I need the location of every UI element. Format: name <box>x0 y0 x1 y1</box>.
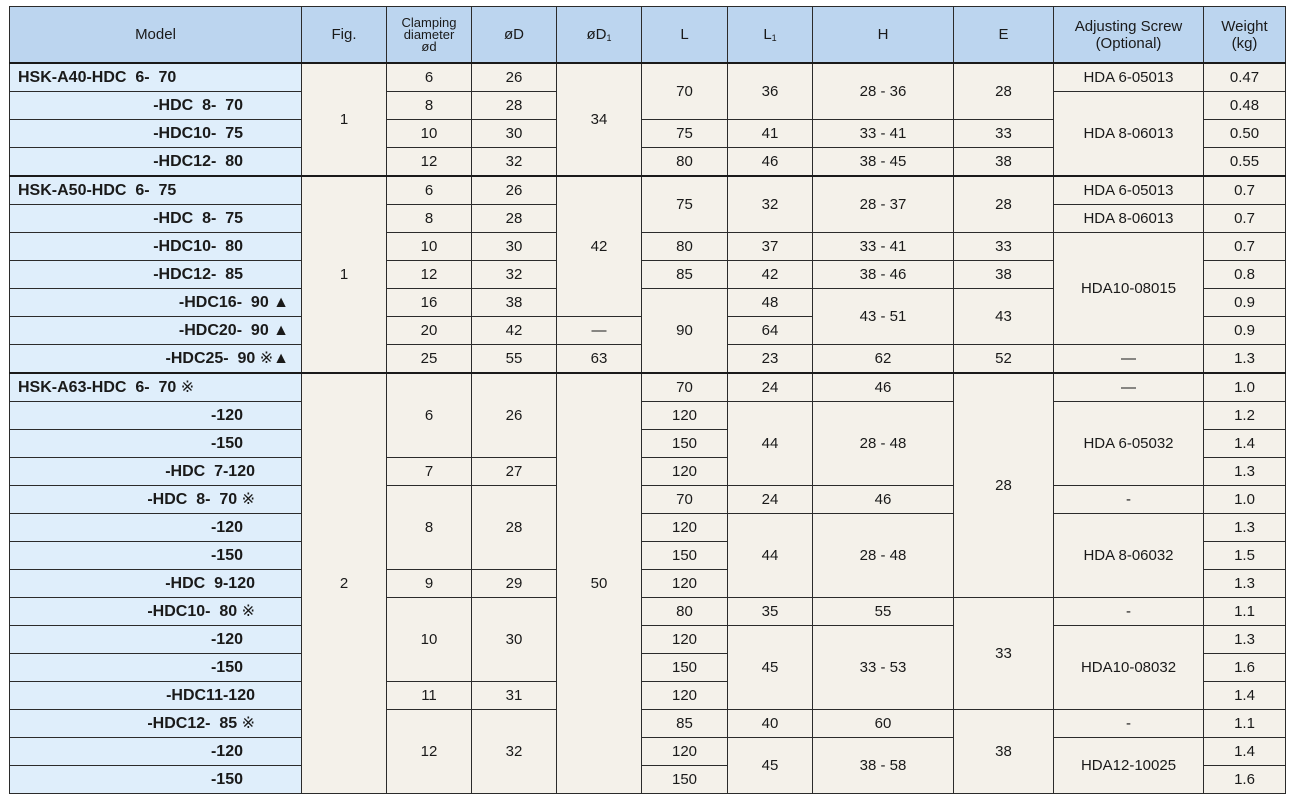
clamp-diameter-cell: 10 <box>387 233 472 261</box>
model-mark: ※ <box>241 602 255 620</box>
model-cell: -HDC10- 75 <box>10 120 302 148</box>
l-cell: 70 <box>642 486 728 514</box>
header-clamp-line1: Clamping <box>401 14 457 30</box>
h-cell: 33 - 53 <box>813 626 954 710</box>
header-e: E <box>954 7 1054 64</box>
l1-cell: 36 <box>728 63 813 120</box>
clamp-diameter-cell: 6 <box>387 373 472 458</box>
l1-cell: 44 <box>728 402 813 486</box>
od1-cell: 42 <box>557 176 642 317</box>
model-text: -HDC16- 90 <box>178 293 274 311</box>
h-cell: 55 <box>813 598 954 626</box>
model-cell: -120 <box>10 626 302 654</box>
table-row <box>10 63 1286 92</box>
screw-cell: HDA 8-06032 <box>1054 514 1204 598</box>
model-cell: -HDC11-120 <box>10 682 302 710</box>
model-cell <box>10 317 302 345</box>
screw-cell: HDA 8-06013 <box>1054 205 1204 233</box>
od-cell: 29 <box>472 570 557 598</box>
weight-cell: 1.3 <box>1204 570 1286 598</box>
fig-cell: 1 <box>302 63 387 176</box>
model-cell: -HDC12- 80 <box>10 148 302 177</box>
l-cell: 120 <box>642 626 728 654</box>
screw-cell: HDA12-10025 <box>1054 738 1204 794</box>
model-cell: -150 <box>10 766 302 794</box>
model-mark: ※ <box>241 490 255 508</box>
clamp-diameter-cell: 7 <box>387 458 472 486</box>
model-mark: ※▲ <box>259 349 289 367</box>
model-cell: -HDC 7-120 <box>10 458 302 486</box>
header-weight-line1: Weight <box>1221 17 1268 35</box>
l-cell: 80 <box>642 148 728 177</box>
od1-cell: 63 <box>557 345 642 374</box>
od-cell: 28 <box>472 486 557 570</box>
od-cell: 32 <box>472 261 557 289</box>
screw-cell: HDA10-08015 <box>1054 233 1204 345</box>
l1-cell: 32 <box>728 176 813 233</box>
h-cell: 60 <box>813 710 954 738</box>
model-cell: -120 <box>10 738 302 766</box>
e-cell: 38 <box>954 148 1054 177</box>
header-weight-line2: (kg) <box>1231 34 1258 52</box>
header-od1 <box>557 7 642 64</box>
screw-cell: - <box>1054 598 1204 626</box>
weight-cell: 1.0 <box>1204 486 1286 514</box>
header-fig: Fig. <box>302 7 387 64</box>
clamp-diameter-cell: 20 <box>387 317 472 345</box>
l-cell: 120 <box>642 738 728 766</box>
header-od1-sub: 1 <box>606 33 612 43</box>
h-cell: 46 <box>813 373 954 402</box>
clamp-diameter-cell: 25 <box>387 345 472 374</box>
clamp-diameter-cell: 8 <box>387 92 472 120</box>
weight-cell: 1.3 <box>1204 626 1286 654</box>
model-text: -HDC20- 90 <box>178 321 274 339</box>
weight-cell: 1.3 <box>1204 345 1286 374</box>
clamp-diameter-cell: 8 <box>387 205 472 233</box>
table-row <box>10 514 1286 542</box>
weight-cell: 1.4 <box>1204 738 1286 766</box>
screw-cell: — <box>1054 373 1204 402</box>
model-cell <box>10 598 302 626</box>
model-text: -HDC12- 85 <box>147 714 242 732</box>
e-cell: 33 <box>954 233 1054 261</box>
table-header <box>10 7 1286 64</box>
l-cell: 80 <box>642 598 728 626</box>
model-cell <box>10 289 302 317</box>
clamp-diameter-cell: 11 <box>387 682 472 710</box>
h-cell: 38 - 46 <box>813 261 954 289</box>
h-cell: 28 - 48 <box>813 402 954 486</box>
l1-cell: 37 <box>728 233 813 261</box>
e-cell: 28 <box>954 176 1054 233</box>
header-weight <box>1204 7 1286 64</box>
model-cell <box>10 373 302 402</box>
weight-cell: 0.7 <box>1204 205 1286 233</box>
screw-cell: - <box>1054 710 1204 738</box>
model-cell: -HDC12- 85 <box>10 261 302 289</box>
model-cell: -120 <box>10 514 302 542</box>
clamp-diameter-cell: 12 <box>387 710 472 794</box>
model-cell: -HDC 9-120 <box>10 570 302 598</box>
header-l: L <box>642 7 728 64</box>
weight-cell: 1.1 <box>1204 710 1286 738</box>
fig-cell: 2 <box>302 373 387 794</box>
weight-cell: 1.6 <box>1204 766 1286 794</box>
l-cell: 70 <box>642 373 728 402</box>
od-cell: 30 <box>472 120 557 148</box>
e-cell: 43 <box>954 289 1054 345</box>
h-cell: 46 <box>813 486 954 514</box>
model-mark: ※ <box>180 378 195 396</box>
h-cell: 33 - 41 <box>813 233 954 261</box>
od-cell: 55 <box>472 345 557 374</box>
screw-cell: HDA 6-05013 <box>1054 176 1204 205</box>
od-cell: 26 <box>472 373 557 458</box>
header-od: øD <box>472 7 557 64</box>
e-cell: 33 <box>954 120 1054 148</box>
screw-cell: HDA 6-05013 <box>1054 63 1204 92</box>
weight-cell: 0.7 <box>1204 233 1286 261</box>
e-cell: 33 <box>954 598 1054 710</box>
l1-cell: 46 <box>728 148 813 177</box>
l-cell: 120 <box>642 682 728 710</box>
spec-table-wrapper <box>9 6 1286 794</box>
model-mark: ▲ <box>273 293 289 311</box>
clamp-diameter-cell: 12 <box>387 261 472 289</box>
l1-cell: 40 <box>728 710 813 738</box>
od-cell: 26 <box>472 63 557 92</box>
od-cell: 32 <box>472 710 557 794</box>
weight-cell: 1.3 <box>1204 458 1286 486</box>
header-l1-sub: 1 <box>771 33 777 43</box>
h-cell: 33 - 41 <box>813 120 954 148</box>
screw-cell: HDA10-08032 <box>1054 626 1204 710</box>
l1-cell: 64 <box>728 317 813 345</box>
screw-cell: — <box>1054 345 1204 374</box>
model-mark: ▲ <box>273 321 289 339</box>
clamp-diameter-cell: 9 <box>387 570 472 598</box>
header-clamping-diameter <box>387 7 472 64</box>
l1-cell: 41 <box>728 120 813 148</box>
table-row <box>10 738 1286 766</box>
screw-cell: HDA 8-06013 <box>1054 92 1204 177</box>
e-cell: 52 <box>954 345 1054 374</box>
od-cell: 38 <box>472 289 557 317</box>
model-cell <box>10 710 302 738</box>
weight-cell: 1.1 <box>1204 598 1286 626</box>
weight-cell: 1.5 <box>1204 542 1286 570</box>
model-mark: ※ <box>241 714 255 732</box>
table-row <box>10 373 1286 402</box>
weight-cell: 1.4 <box>1204 682 1286 710</box>
header-l1-main: L <box>763 26 772 43</box>
weight-cell: 1.3 <box>1204 514 1286 542</box>
l1-cell: 35 <box>728 598 813 626</box>
table-row <box>10 402 1286 430</box>
header-screw-line2: (Optional) <box>1095 34 1162 52</box>
fig-cell: 1 <box>302 176 387 373</box>
model-cell: -150 <box>10 430 302 458</box>
e-cell: 38 <box>954 261 1054 289</box>
od1-cell: — <box>557 317 642 345</box>
model-cell: HSK-A50-HDC 6- 75 <box>10 176 302 205</box>
table-row <box>10 710 1286 738</box>
table-row <box>10 486 1286 514</box>
h-cell: 28 - 36 <box>813 63 954 120</box>
clamp-diameter-cell: 6 <box>387 176 472 205</box>
l-cell: 120 <box>642 458 728 486</box>
model-cell: -HDC10- 80 <box>10 233 302 261</box>
od-cell: 28 <box>472 92 557 120</box>
h-cell: 38 - 45 <box>813 148 954 177</box>
e-cell: 28 <box>954 63 1054 120</box>
model-cell: -HDC 8- 75 <box>10 205 302 233</box>
table-row <box>10 233 1286 261</box>
table-row <box>10 176 1286 205</box>
e-cell: 38 <box>954 710 1054 794</box>
l-cell: 90 <box>642 289 728 374</box>
model-cell: -HDC 8- 70 <box>10 92 302 120</box>
header-adjusting-screw <box>1054 7 1204 64</box>
clamp-diameter-cell: 10 <box>387 598 472 682</box>
header-clamp-line3: ød <box>421 38 437 54</box>
model-text: -HDC25- 90 <box>165 349 260 367</box>
weight-cell: 0.9 <box>1204 317 1286 345</box>
l-cell: 80 <box>642 233 728 261</box>
weight-cell: 1.2 <box>1204 402 1286 430</box>
l-cell: 70 <box>642 63 728 120</box>
l1-cell: 23 <box>728 345 813 374</box>
e-cell: 28 <box>954 373 1054 598</box>
clamp-diameter-cell: 8 <box>387 486 472 570</box>
od-cell: 31 <box>472 682 557 710</box>
l-cell: 85 <box>642 710 728 738</box>
weight-cell: 1.4 <box>1204 430 1286 458</box>
h-cell: 28 - 37 <box>813 176 954 233</box>
l-cell: 150 <box>642 430 728 458</box>
l-cell: 75 <box>642 176 728 233</box>
header-clamp-line2: diameter <box>403 26 455 42</box>
model-cell <box>10 486 302 514</box>
l1-cell: 42 <box>728 261 813 289</box>
model-text: -HDC10- 80 <box>147 602 242 620</box>
weight-cell: 0.48 <box>1204 92 1286 120</box>
od-cell: 26 <box>472 176 557 205</box>
od1-cell: 34 <box>557 63 642 176</box>
od-cell: 27 <box>472 458 557 486</box>
od-cell: 30 <box>472 233 557 261</box>
h-cell: 43 - 51 <box>813 289 954 345</box>
l-cell: 75 <box>642 120 728 148</box>
weight-cell: 0.9 <box>1204 289 1286 317</box>
weight-cell: 0.7 <box>1204 176 1286 205</box>
clamp-diameter-cell: 16 <box>387 289 472 317</box>
header-model: Model <box>10 7 302 64</box>
header-h: H <box>813 7 954 64</box>
weight-cell: 0.47 <box>1204 63 1286 92</box>
model-cell: -150 <box>10 542 302 570</box>
table-row <box>10 598 1286 626</box>
l-cell: 85 <box>642 261 728 289</box>
header-od1-main: øD <box>586 26 607 43</box>
screw-cell: - <box>1054 486 1204 514</box>
weight-cell: 0.50 <box>1204 120 1286 148</box>
model-cell: -120 <box>10 402 302 430</box>
h-cell: 28 - 48 <box>813 514 954 598</box>
od1-cell: 50 <box>557 373 642 794</box>
model-cell: HSK-A40-HDC 6- 70 <box>10 63 302 92</box>
weight-cell: 0.8 <box>1204 261 1286 289</box>
screw-cell: HDA 6-05032 <box>1054 402 1204 486</box>
weight-cell: 1.0 <box>1204 373 1286 402</box>
weight-cell: 1.6 <box>1204 654 1286 682</box>
model-text: -HDC 8- 70 <box>147 490 242 508</box>
l1-cell: 45 <box>728 738 813 794</box>
spec-table <box>9 6 1286 794</box>
l-cell: 150 <box>642 654 728 682</box>
header-l1 <box>728 7 813 64</box>
clamp-diameter-cell: 12 <box>387 148 472 177</box>
l1-cell: 45 <box>728 626 813 710</box>
l1-cell: 48 <box>728 289 813 317</box>
model-cell <box>10 345 302 374</box>
l-cell: 120 <box>642 402 728 430</box>
clamp-diameter-cell: 6 <box>387 63 472 92</box>
l-cell: 120 <box>642 514 728 542</box>
clamp-diameter-cell: 10 <box>387 120 472 148</box>
h-cell: 62 <box>813 345 954 374</box>
l-cell: 120 <box>642 570 728 598</box>
od-cell: 32 <box>472 148 557 177</box>
model-cell: -150 <box>10 654 302 682</box>
weight-cell: 0.55 <box>1204 148 1286 177</box>
l1-cell: 24 <box>728 373 813 402</box>
l1-cell: 44 <box>728 514 813 598</box>
od-cell: 42 <box>472 317 557 345</box>
header-screw-line1: Adjusting Screw <box>1074 17 1183 35</box>
table-row <box>10 626 1286 654</box>
od-cell: 30 <box>472 598 557 682</box>
od-cell: 28 <box>472 205 557 233</box>
model-text: HSK-A63-HDC 6- 70 <box>18 378 181 396</box>
l-cell: 150 <box>642 766 728 794</box>
h-cell: 38 - 58 <box>813 738 954 794</box>
l1-cell: 24 <box>728 486 813 514</box>
l-cell: 150 <box>642 542 728 570</box>
